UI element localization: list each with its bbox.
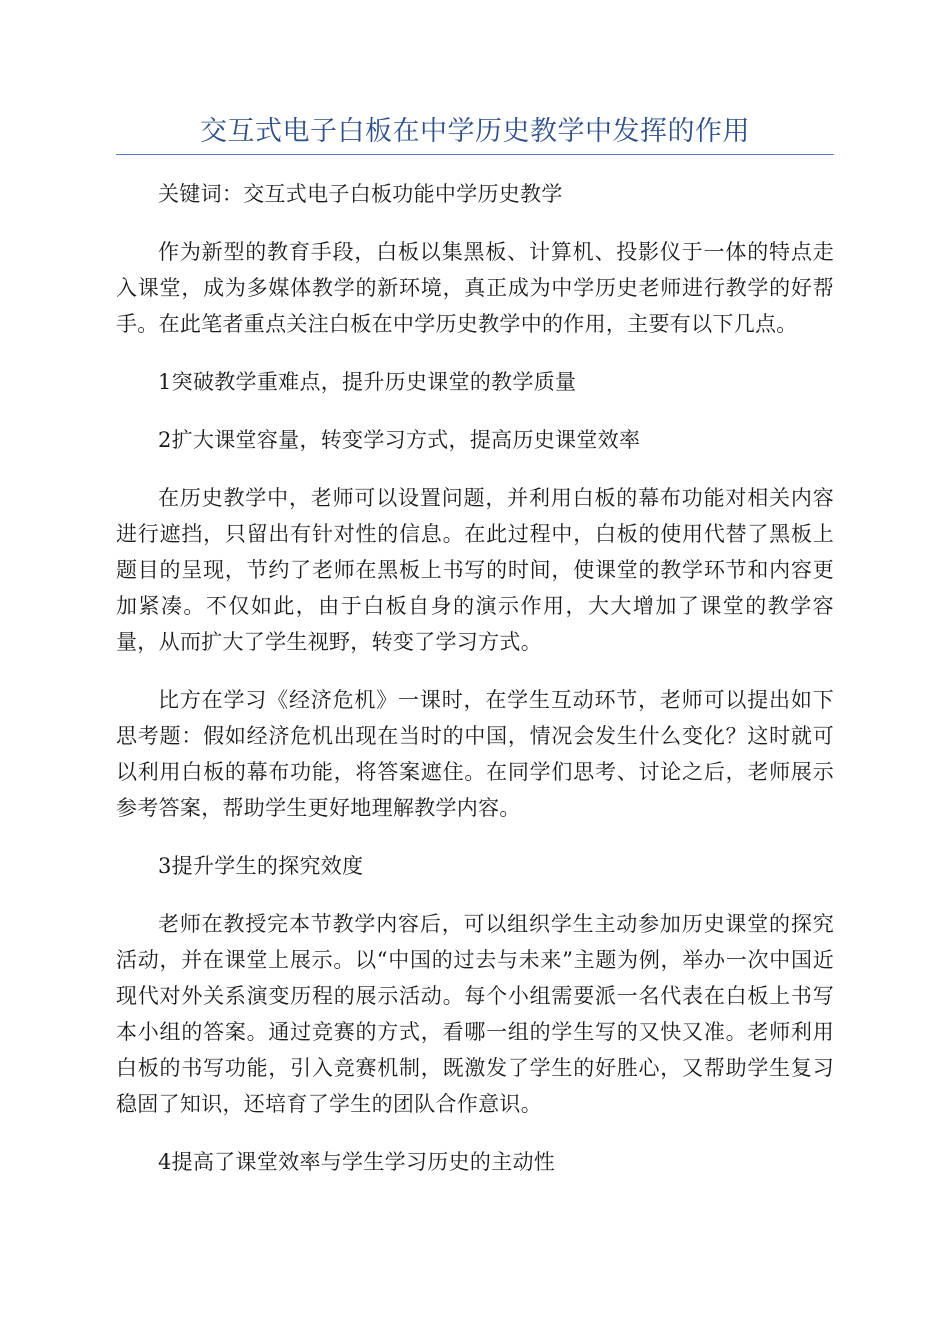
document-body — [116, 176, 834, 1202]
document-title: 交互式电子白板在中学历史教学中发挥的作用 — [200, 116, 750, 147]
paragraph-section-2-example: 比方在学习《经济危机》一课时，在学生互动环节，老师可以提出如下思考题：假如经济危机出现在当时的中国，情况会发生什么变化？这时就可以利用白板的幕布功能，将答案遮住。在同学们思考、讨论之后，老师展示参考答案，帮助学生更好地理解教学内容。 — [116, 688, 834, 820]
title-underline — [116, 154, 834, 155]
section-heading-3: 3提升学生的探究效度 — [158, 854, 364, 878]
paragraph-section-3-body: 老师在教授完本节教学内容后，可以组织学生主动参加历史课堂的探究活动，并在课堂上展示。以“中国的过去与未来”主题为例，举办一次中国近现代对外关系演变历程的展示活动。每个小组需要派一名代表在白板上书写本小组的答案。通过竞赛的方式，看哪一组的学生写的又快又准。老师利用白板的书写功能，引入竞赛机制，既激发了学生的好胜心，又帮助学生复习稳固了知识，还培育了学生的团队合作意识。 — [116, 912, 834, 1116]
paragraph-intro: 作为新型的教育手段，白板以集黑板、计算机、投影仪于一体的特点走入课堂，成为多媒体教学的新环境，真正成为中学历史老师进行教学的好帮手。在此笔者重点关注白板在中学历史教学中的作用，主要有以下几点。 — [116, 240, 834, 336]
section-heading-1: 1突破教学重难点，提升历史课堂的教学质量 — [158, 370, 577, 394]
paragraph-section-2-body: 在历史教学中，老师可以设置问题，并利用白板的幕布功能对相关内容进行遮挡，只留出有针对性的信息。在此过程中，白板的使用代替了黑板上题目的呈现，节约了老师在黑板上书写的时间，使课堂的教学环节和内容更加紧凑。不仅如此，由于白板自身的演示作用，大大增加了课堂的教学容量，从而扩大了学生视野，转变了学习方式。 — [116, 486, 834, 654]
section-heading-4: 4提高了课堂效率与学生学习历史的主动性 — [158, 1150, 556, 1174]
section-heading-2: 2扩大课堂容量，转变学习方式，提高历史课堂效率 — [158, 428, 641, 452]
keywords-line: 关键词：交互式电子白板功能中学历史教学 — [158, 182, 563, 206]
